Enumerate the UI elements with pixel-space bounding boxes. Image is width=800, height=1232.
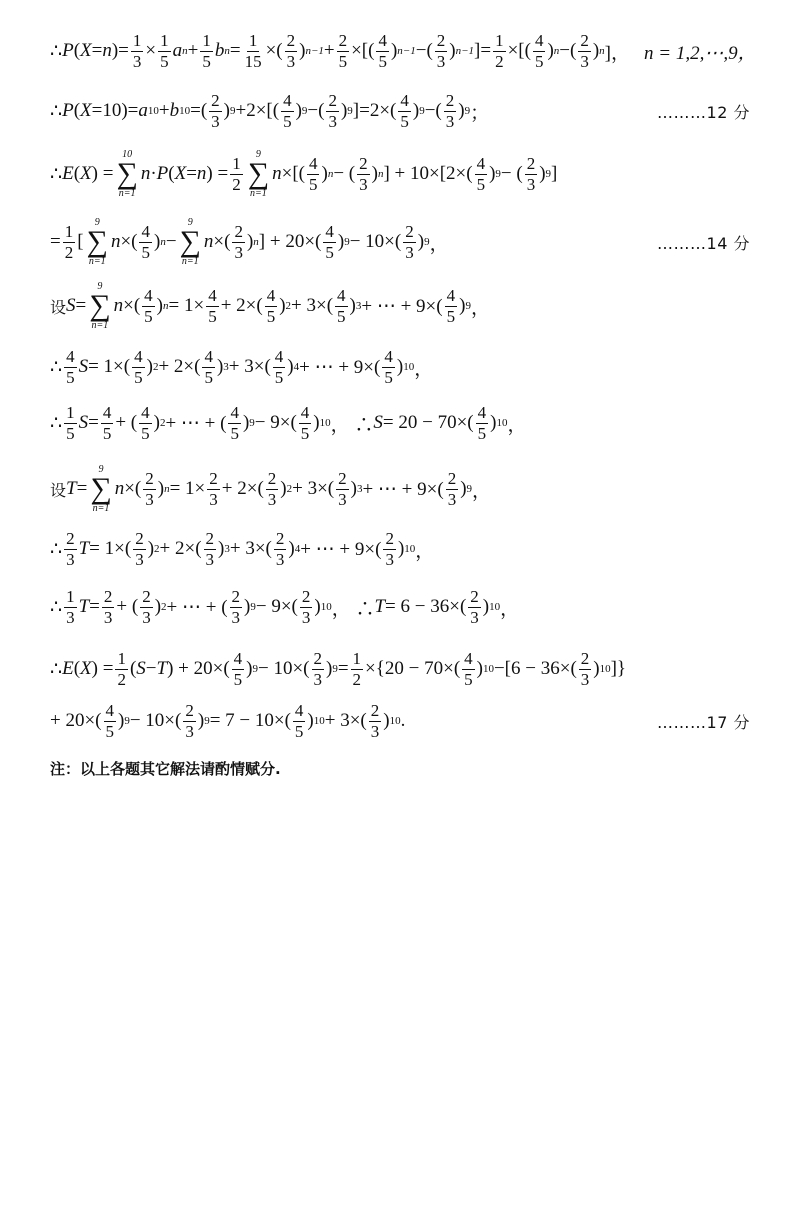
equation-line-2: ∴ P ( X =10)= a 10 + b 10 =( 2 3 ) 9 +2×[( 4 5 ) 9 −( 2 3 ) 9 ]=2×( 4 5 ) 9 −( 2 3 ) 9 ； ………12 分 (50, 91, 750, 131)
equation-line-6: ∴ 4 5 S = 1×( 4 5 ) 2 + 2×( 4 5 ) 3 + 3×( 4 5 ) 4 + ⋯ + 9×( 4 5 ) 10 ， (50, 347, 434, 387)
grading-note: 注：以上各题其它解法请酌情赋分. (50, 760, 281, 778)
score-mark-12: ………12 分 (657, 102, 750, 122)
score-mark-14: ………14 分 (657, 233, 750, 253)
set-s-label: 设 (50, 297, 67, 317)
equation-line-9: ∴ 2 3 T = 1×( 2 3 ) 2 + 2×( 2 3 ) 3 + 3×( 2 3 ) 4 + ⋯ + 9×( 2 3 ) 10 ， (50, 529, 435, 569)
equation-line-8: 设 T = 9 ∑ n=1 n ×( 2 3 ) n = 1× 2 3 + 2×( 2 3 ) 2 + 3×( 2 3 ) 3 + ⋯ + 9×( 2 3 ) 9 ， (50, 464, 492, 514)
equation-line-10: ∴ 1 3 T = 2 3 + ( 2 3 ) 2 + ⋯ + ( 2 3 ) 9 − 9×( 2 3 ) 10 ， ∴ T = 6 − 36×( 2 3 ) 10 ， (50, 587, 520, 627)
equation-line-1: ∴ P ( X = n )= 1 3 × 1 5 a n + 1 5 b n = 1 15 ×( 2 3 ) n−1 + 2 5 ×[( 4 5 ) n−1 −( 2 3 ) n−1 ]= 1 2 ×[( 4 5 ) n −( 2 3 ) n ]， n = 1,2,⋯,9， (50, 31, 757, 71)
equation-line-7: ∴ 1 5 S = 4 5 + ( 4 5 ) 2 + ⋯ + ( 4 5 ) 9 − 9×( 4 5 ) 10 ， ∴ S = 20 − 70×( 4 5 ) 10 ， (50, 403, 527, 443)
equation-line-5: 设 S = 9 ∑ n=1 n ×( 4 5 ) n = 1× 4 5 + 2×( 4 5 ) 2 + 3×( 4 5 ) 3 + ⋯ + 9×( 4 5 ) 9 ， (50, 281, 490, 331)
n-range-label: n = 1,2,⋯,9， (644, 42, 757, 64)
equation-line-12: + 20×( 4 5 ) 9 − 10×( 2 3 ) 9 = 7 − 10×( 4 5 ) 10 + 3×( 2 3 ) 10 . ………17 分 (50, 701, 750, 741)
equation-line-3: ∴ E ( X ) = 10 ∑ n=1 n · P ( X = n ) = 1 2 9 ∑ n=1 n ×[( 4 5 ) n − ( 2 3 ) n ] + 10×[2×( 4 5 ) 9 − ( 2 3 ) 9 ] (50, 149, 558, 199)
set-t-label: 设 (50, 480, 67, 500)
equation-line-11: ∴ E ( X ) = 1 2 ( S − T ) + 20×( 4 5 ) 9 − 10×( 2 3 ) 9 = 1 2 ×{20 − 70×( 4 5 ) 10 −[6 − 36×( 2 3 ) 10 ]} (50, 649, 627, 689)
equation-line-4: = 1 2 [ 9 ∑ n=1 n ×( 4 5 ) n − 9 ∑ n=1 n ×( 2 3 ) n ] + 20×( 4 5 ) 9 − 10×( 2 3 ) 9 ， ………14 分 (50, 217, 750, 267)
score-mark-17: ………17 分 (657, 712, 750, 732)
